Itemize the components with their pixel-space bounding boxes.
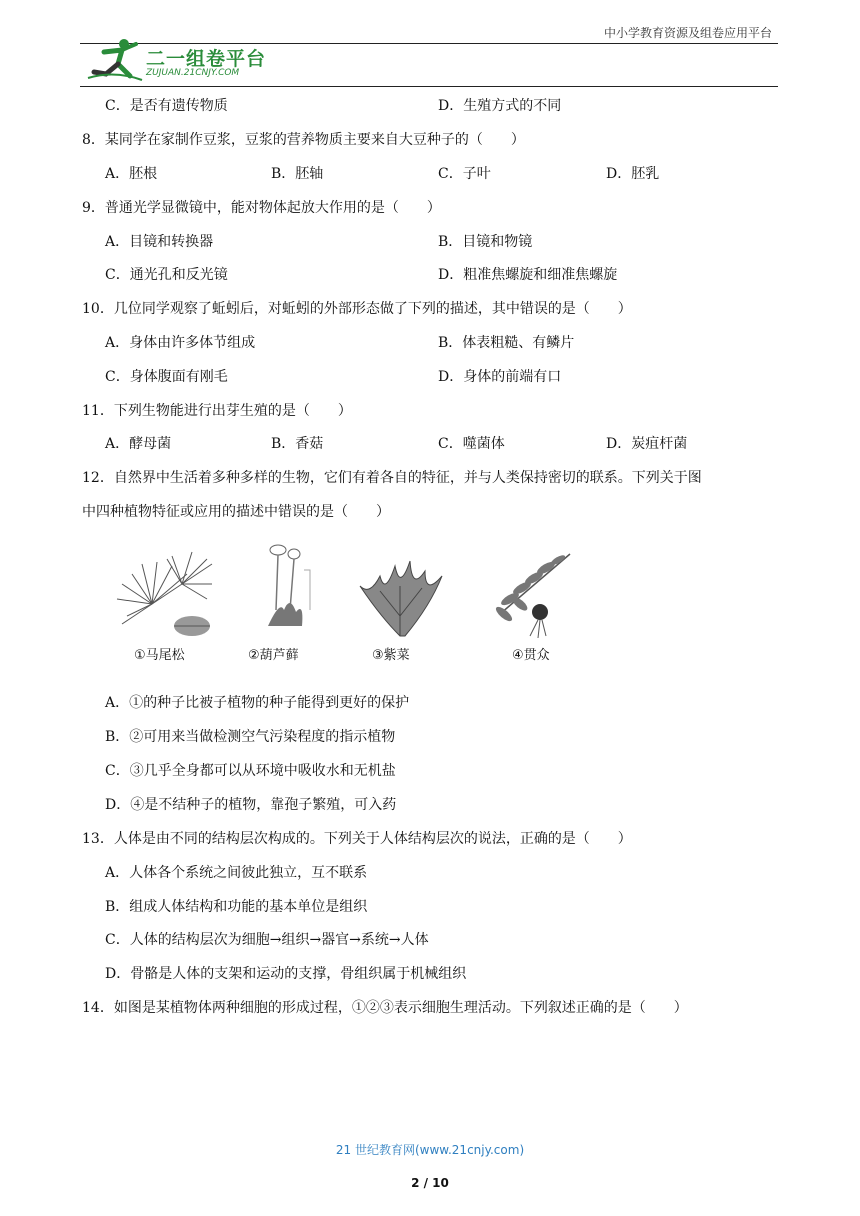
fig-label-2: ②葫芦藓: [248, 648, 299, 663]
runner-logo-icon: [84, 36, 144, 84]
plants-figure: [112, 540, 592, 670]
q7-option-c: C．是否有遗传物质: [105, 98, 228, 114]
q12-option-d: D．④是不结种子的植物，靠孢子繁殖，可入药: [105, 797, 397, 813]
q13-option-a: A．人体各个系统之间彼此独立，互不联系: [105, 865, 368, 881]
fig-label-3: ③紫菜: [372, 648, 410, 663]
q8-option-d: D．胚乳: [606, 166, 660, 182]
q8-option-b: B．胚轴: [271, 166, 324, 182]
seaweed-illustration: [350, 546, 450, 640]
q13-option-b: B．组成人体结构和功能的基本单位是组织: [105, 899, 368, 915]
pine-branch-illustration: [112, 544, 222, 640]
fig-label-1: ①马尾松: [134, 648, 185, 663]
q12-stem-line2: 中四种植物特征或应用的描述中错误的是（ ）: [82, 504, 390, 520]
q9-option-c: C．通光孔和反光镜: [105, 267, 228, 283]
q8-option-c: C．子叶: [438, 166, 491, 182]
q11-option-c: C．噬菌体: [438, 436, 505, 452]
q10-stem: 10．几位同学观察了蚯蚓后，对蚯蚓的外部形态做了下列的描述，其中错误的是（ ）: [82, 301, 632, 317]
q14-stem: 14．如图是某植物体两种细胞的形成过程，①②③表示细胞生理活动。下列叙述正确的是（ ）: [82, 1000, 688, 1016]
q10-option-a: A．身体由许多体节组成: [105, 335, 256, 351]
q8-option-a: A．胚根: [105, 166, 158, 182]
q11-stem: 11．下列生物能进行出芽生殖的是（ ）: [82, 403, 352, 419]
q10-option-c: C．身体腹面有刚毛: [105, 369, 228, 385]
fig-label-4: ④贯众: [512, 648, 550, 663]
logo: [84, 36, 284, 84]
q10-option-d: D．身体的前端有口: [438, 369, 562, 385]
q7-option-d: D．生殖方式的不同: [438, 98, 562, 114]
q9-option-d: D．粗准焦螺旋和细准焦螺旋: [438, 267, 618, 283]
moss-illustration: [260, 540, 320, 640]
footer-site-link[interactable]: 21 世纪教育网(www.21cnjy.com): [335, 1143, 525, 1157]
q12-option-a: A．①的种子比被子植物的种子能得到更好的保护: [105, 695, 410, 711]
q9-option-b: B．目镜和物镜: [438, 234, 533, 250]
header-bottom-rule: [80, 86, 778, 87]
q12-stem-line1: 12．自然界中生活着多种多样的生物，它们有着各自的特征，并与人类保持密切的联系。下列关于图: [82, 470, 702, 486]
q9-option-a: A．目镜和转换器: [105, 234, 214, 250]
logo-subtitle: ZUJUAN.21CNJY.COM: [146, 68, 240, 78]
q13-option-c: C．人体的结构层次为细胞→组织→器官→系统→人体: [105, 932, 429, 948]
q10-option-b: B．体表粗糙、有鳞片: [438, 335, 575, 351]
logo-title: 二一组卷平台: [146, 48, 267, 70]
q13-option-d: D．骨骼是人体的支架和运动的支撑，骨组织属于机械组织: [105, 966, 467, 982]
q13-stem: 13．人体是由不同的结构层次构成的。下列关于人体结构层次的说法，正确的是（ ）: [82, 831, 632, 847]
q12-option-c: C．③几乎全身都可以从环境中吸收水和无机盐: [105, 763, 396, 779]
q11-option-d: D．炭疽杆菌: [606, 436, 688, 452]
q9-stem: 9．普通光学显微镜中，能对物体起放大作用的是（ ）: [82, 200, 441, 216]
q11-option-a: A．酵母菌: [105, 436, 172, 452]
q12-option-b: B．②可用来当做检测空气污染程度的指示植物: [105, 729, 396, 745]
q8-stem: 8．某同学在家制作豆浆，豆浆的营养物质主要来自大豆种子的（ ）: [82, 132, 525, 148]
fern-illustration: [490, 544, 580, 640]
q11-option-b: B．香菇: [271, 436, 324, 452]
page-number: 2 / 10: [411, 1176, 449, 1190]
platform-name: 中小学教育资源及组卷应用平台: [603, 26, 772, 40]
